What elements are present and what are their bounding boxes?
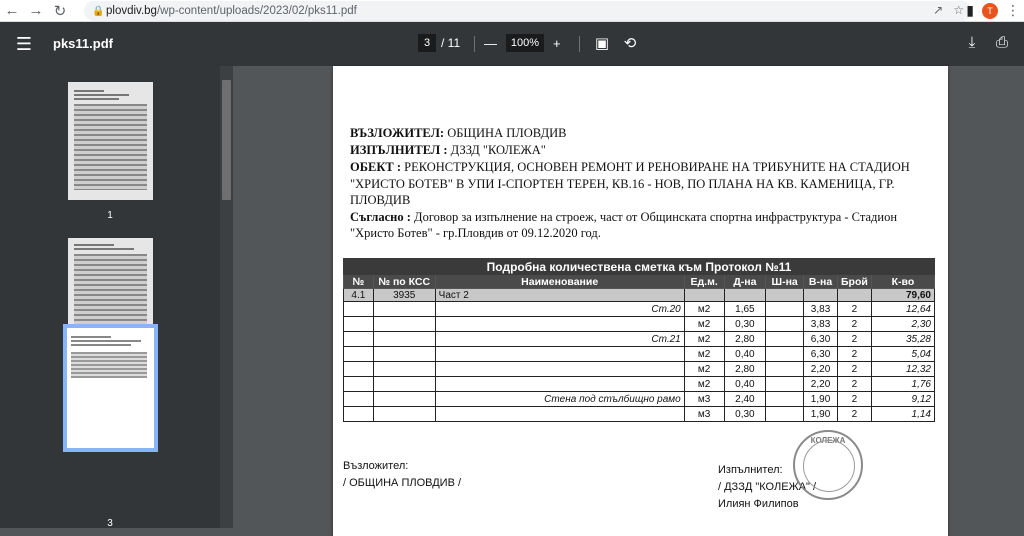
cell <box>804 289 838 302</box>
cell <box>373 407 435 422</box>
zoom-input[interactable]: 100% <box>506 34 544 52</box>
cell: 12,32 <box>871 362 934 377</box>
table-title: Подробна количествена сметка към Протокол №11 <box>344 259 935 275</box>
cell: 2,40 <box>724 392 766 407</box>
cell: 2 <box>837 347 871 362</box>
sign-label: Възложител: <box>343 460 409 472</box>
cell <box>344 377 374 392</box>
rotate-icon[interactable]: ⟲ <box>623 35 637 52</box>
cell <box>435 377 684 392</box>
cell: 5,04 <box>871 347 934 362</box>
zoom-control <box>484 34 561 52</box>
sign-label: Изпълнител: <box>718 464 783 476</box>
url-host: plovdiv.bg <box>106 5 157 17</box>
cell <box>373 347 435 362</box>
cell: 1,90 <box>804 407 838 422</box>
cell: 2,80 <box>724 362 766 377</box>
thumbnail-label: 1 <box>107 210 113 221</box>
cell <box>684 289 724 302</box>
cell: 2 <box>837 392 871 407</box>
reload-icon[interactable]: ↻ <box>53 2 67 20</box>
cell <box>373 317 435 332</box>
sign-org: / ОБЩИНА ПЛОВДИВ / <box>343 477 462 489</box>
profile-avatar[interactable]: T <box>982 3 998 19</box>
table-row <box>344 347 935 362</box>
cell <box>766 407 804 422</box>
cell: м2 <box>684 332 724 347</box>
cell <box>373 377 435 392</box>
cell: 2,20 <box>804 362 838 377</box>
cell <box>837 289 871 302</box>
cell: 3935 <box>373 289 435 302</box>
cell <box>344 392 374 407</box>
cell: 1,90 <box>804 392 838 407</box>
cell: 0,40 <box>724 377 766 392</box>
cell <box>344 407 374 422</box>
cell: 2 <box>837 377 871 392</box>
cell <box>373 392 435 407</box>
bookmark-star-icon[interactable]: ☆ <box>953 3 964 17</box>
cell: 2 <box>837 332 871 347</box>
pdf-filename: pks11.pdf <box>53 36 113 51</box>
cell <box>766 392 804 407</box>
cell <box>344 302 374 317</box>
cell: 2 <box>837 407 871 422</box>
cell <box>435 407 684 422</box>
cell: 1,14 <box>871 407 934 422</box>
table-row <box>344 317 935 332</box>
cell <box>766 289 804 302</box>
thumbnail-label: 3 <box>107 518 113 529</box>
doc-line-contracting-authority: ВЪЗЛОЖИТЕЛ: ОБЩИНА ПЛОВДИВ <box>350 126 567 140</box>
cell: 2,30 <box>871 317 934 332</box>
stamp-text: КОЛЕЖА <box>810 436 846 445</box>
cell <box>724 289 766 302</box>
cell: 1,76 <box>871 377 934 392</box>
doc-line-object-cont: "ХРИСТО БОТЕВ" В УПИ I-СПОРТЕН ТЕРЕН, КВ.16 - НОВ, ПО ПЛАНА НА КВ. КАМЕНИЦА, ГР. <box>350 177 895 191</box>
cell <box>766 347 804 362</box>
pdf-toolbar <box>0 22 1024 66</box>
cell: 2 <box>837 362 871 377</box>
table-header-row <box>344 275 935 289</box>
cell <box>373 362 435 377</box>
col-header: № <box>344 275 374 289</box>
print-icon[interactable]: ⎙ <box>995 34 1008 51</box>
table-row <box>344 407 935 422</box>
col-header: Ш-на <box>766 275 804 289</box>
thumbnail-page-3-selected[interactable] <box>63 324 158 452</box>
cell: 2 <box>837 317 871 332</box>
col-header: Д-на <box>724 275 766 289</box>
cell <box>344 362 374 377</box>
cell <box>344 317 374 332</box>
cell: 6,30 <box>804 332 838 347</box>
cell: Ст.21 <box>435 332 684 347</box>
table-row <box>344 332 935 347</box>
cell: 6,30 <box>804 347 838 362</box>
sign-person: Илиян Филипов <box>718 498 799 510</box>
zoom-out-icon[interactable]: — <box>484 35 497 51</box>
browser-bar <box>0 0 1024 22</box>
url-path: /wp-content/uploads/2023/02/pks11.pdf <box>156 5 357 17</box>
cell: 3,83 <box>804 317 838 332</box>
cell <box>435 362 684 377</box>
zoom-in-icon[interactable]: + <box>553 35 561 51</box>
back-arrow-icon[interactable]: ← <box>4 2 20 19</box>
col-header: Брой <box>837 275 871 289</box>
cell: 9,12 <box>871 392 934 407</box>
cell: 4.1 <box>344 289 374 302</box>
cell <box>766 362 804 377</box>
table-row <box>344 377 935 392</box>
cell: м2 <box>684 317 724 332</box>
cell: м2 <box>684 362 724 377</box>
cell: 35,28 <box>871 332 934 347</box>
cell <box>344 332 374 347</box>
cell: м3 <box>684 407 724 422</box>
col-header: Наименование <box>435 275 684 289</box>
doc-line-object: ОБЕКТ : РЕКОНСТРУКЦИЯ, ОСНОВЕН РЕМОНТ И РЕНОВИРАНЕ НА ТРИБУНИТЕ НА СТАДИОН <box>350 160 910 174</box>
page-number-input[interactable]: 3 <box>418 34 436 52</box>
cell <box>373 332 435 347</box>
col-header: К-во <box>871 275 934 289</box>
fit-page-icon[interactable]: ▣ <box>594 35 610 52</box>
browser-menu-icon[interactable]: ⋮ <box>1006 2 1020 18</box>
doc-line-contractor: ИЗПЪЛНИТЕЛ : ДЗЗД "КОЛЕЖА" <box>350 143 546 157</box>
cell <box>373 302 435 317</box>
cell: м2 <box>684 302 724 317</box>
company-stamp-icon <box>793 430 863 500</box>
cell <box>766 302 804 317</box>
table-subheader-row <box>344 289 935 302</box>
cell <box>766 377 804 392</box>
sidebar-scroll-thumb[interactable] <box>222 80 231 200</box>
page-control <box>418 34 460 52</box>
page-total: / 11 <box>441 36 461 50</box>
cell <box>766 332 804 347</box>
cell: Ст.20 <box>435 302 684 317</box>
table-row <box>344 302 935 317</box>
table-row <box>344 362 935 377</box>
cell: 2 <box>837 302 871 317</box>
col-header: В-на <box>804 275 838 289</box>
cell: 0,30 <box>724 407 766 422</box>
cell: 0,40 <box>724 347 766 362</box>
cell: 12,64 <box>871 302 934 317</box>
cell: Стена под стълбищно рамо <box>435 392 684 407</box>
sign-org: / ДЗЗД "КОЛЕЖА" / <box>718 481 817 493</box>
cell: Част 2 <box>435 289 684 302</box>
doc-line-object-city: ПЛОВДИВ <box>350 193 411 207</box>
table-row <box>344 392 935 407</box>
thumbnail-page-1[interactable] <box>68 82 153 200</box>
toolbar-divider <box>579 36 580 52</box>
cell <box>344 347 374 362</box>
doc-line-agreement-cont: "Христо Ботев" - гр.Пловдив от 09.12.2020 год. <box>350 226 601 240</box>
estimate-table <box>343 258 935 422</box>
cell <box>435 347 684 362</box>
lock-icon: 🔒 <box>92 5 105 17</box>
col-header: № по КСС <box>373 275 435 289</box>
col-header: Ед.м. <box>684 275 724 289</box>
cell: 2,80 <box>724 332 766 347</box>
cell: 3,83 <box>804 302 838 317</box>
cell: м2 <box>684 377 724 392</box>
cell <box>435 317 684 332</box>
side-panel-icon[interactable]: ▮ <box>966 2 974 18</box>
forward-arrow-icon[interactable]: → <box>28 2 44 19</box>
menu-icon[interactable]: ☰ <box>15 34 33 54</box>
cell: 79,60 <box>871 289 934 302</box>
cell: 2,20 <box>804 377 838 392</box>
toolbar-divider <box>474 36 475 52</box>
cell: 1,65 <box>724 302 766 317</box>
cell: 0,30 <box>724 317 766 332</box>
address-bar[interactable] <box>84 1 972 21</box>
cell <box>766 317 804 332</box>
doc-line-agreement: Съгласно : Договор за изпълнение на строеж, част от Общинската спортна инфраструктура - Стадион <box>350 210 898 224</box>
download-icon[interactable]: ⤓ <box>968 34 976 51</box>
cell: м2 <box>684 347 724 362</box>
signature-left <box>343 458 461 492</box>
cell: м3 <box>684 392 724 407</box>
share-icon[interactable]: ↗ <box>933 3 944 17</box>
